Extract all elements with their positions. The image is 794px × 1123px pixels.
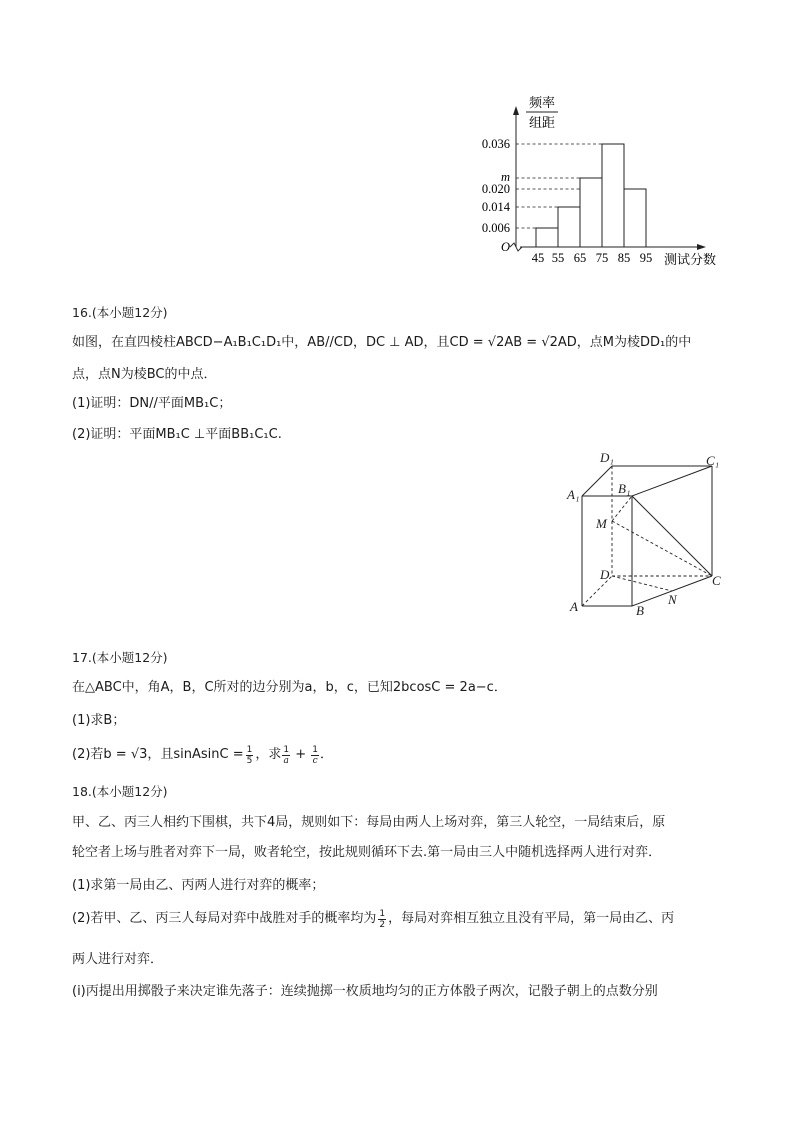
bar-85-95	[624, 189, 646, 247]
q16-stem-line2: 点，点N为棱BC的中点．	[72, 367, 217, 382]
xlabel: 测试分数	[663, 253, 717, 268]
ytick-0020: 0.020	[481, 182, 510, 196]
xtick-55: 55	[551, 251, 565, 265]
bar-55-65	[558, 207, 580, 247]
bar-45-55	[536, 228, 558, 247]
ylabel-top: 频率	[528, 96, 556, 111]
histogram-figure	[460, 90, 730, 280]
q18-part2-line2: 两人进行对弈．	[72, 952, 164, 967]
q18-frac-1-2	[378, 909, 386, 930]
ytick-0036: 0.036	[481, 137, 510, 151]
q18-stem-line2: 轮空者上场与胜者对弈下一局，败者轮空，按此规则循环下去.第一局由三人中随机选择两人进行对弈．	[72, 845, 662, 860]
label-M: M	[596, 516, 607, 531]
xtick-65: 65	[573, 251, 587, 265]
label-D1: D₁	[600, 450, 614, 465]
ytick-m: m	[500, 170, 510, 184]
q17-frac-1-c	[311, 745, 319, 766]
ylabel-bottom: 组距	[528, 116, 556, 131]
label-C1: C₁	[706, 453, 720, 468]
frac-den: 2	[379, 919, 386, 930]
q17-part2-text-a: (2)若b = √3，且sinAsinC =	[72, 747, 244, 762]
q18-header: 18.(本小题12分)	[72, 784, 168, 799]
q17-frac-1-a	[282, 745, 290, 766]
frac-den: c	[312, 755, 318, 766]
frac-num: 1	[379, 908, 386, 919]
q17-stem: 在△ABC中，角A，B，C所对的边分别为a，b，c，已知2bcosC = 2a−c．	[72, 680, 507, 695]
q18-part2-text-a: (2)若甲、乙、丙三人每局对弈中战胜对手的概率均为	[72, 911, 377, 926]
label-N: N	[668, 592, 677, 607]
q16-part1: (1)证明：DN//平面MB₁C；	[72, 396, 232, 411]
q16-part2: (2)证明：平面MB₁C ⊥平面BB₁C₁C.	[72, 427, 282, 442]
xtick-45: 45	[531, 251, 545, 265]
xtick-95: 95	[639, 251, 653, 265]
label-B: B	[636, 603, 644, 618]
frac-num: 1	[283, 744, 290, 755]
q17-part2-text-b: ，求	[255, 747, 282, 762]
label-B1: B₁	[618, 481, 631, 496]
label-C: C	[712, 573, 721, 588]
frac-num: 1	[312, 744, 319, 755]
q17-frac-1-5	[246, 745, 254, 766]
q17-plus: +	[291, 747, 311, 762]
bar-65-75	[580, 178, 602, 247]
frac-num: 1	[246, 744, 253, 755]
frac-den: a	[283, 755, 289, 766]
y-axis-arrow	[513, 106, 519, 115]
x-axis-arrow	[697, 244, 706, 250]
q18-part1: (1)求第一局由乙、丙两人进行对弈的概率；	[72, 878, 325, 893]
label-D: D	[600, 567, 610, 582]
q16-header: 16.(本小题12分)	[72, 305, 168, 320]
q18-part2-i: (ⅰ)丙提出用掷骰子来决定谁先落子：连续抛掷一枚质地均匀的正方体骰子两次，记骰子朝上的点数分别	[72, 984, 658, 999]
prism-figure	[560, 448, 740, 620]
q18-part2-text-b: ，每局对弈相互独立且没有平局，第一局由乙、丙	[388, 911, 675, 926]
xtick-85: 85	[617, 251, 631, 265]
q18-part2	[72, 906, 674, 932]
q17-part1: (1)求B；	[72, 713, 126, 728]
q17-part2-end: ．	[320, 747, 334, 762]
bar-75-85	[602, 144, 624, 247]
label-A: A	[570, 599, 578, 614]
q17-header: 17.(本小题12分)	[72, 650, 168, 665]
ytick-0006: 0.006	[481, 221, 510, 235]
xtick-75: 75	[595, 251, 609, 265]
q16-stem-line1: 如图，在直四棱柱ABCD−A₁B₁C₁D₁中，AB//CD，DC ⊥ AD，且CD = √2AB = √2AD，点M为棱DD₁的中	[72, 335, 692, 350]
q18-stem-line1: 甲、乙、丙三人相约下围棋，共下4局，规则如下：每局由两人上场对弈，第三人轮空，一局结束后，原	[72, 815, 666, 830]
origin-label: O	[500, 240, 510, 254]
frac-den: 5	[246, 755, 253, 766]
q17-part2	[72, 742, 333, 768]
ytick-0014: 0.014	[481, 200, 510, 214]
label-A1: A₁	[567, 487, 580, 502]
